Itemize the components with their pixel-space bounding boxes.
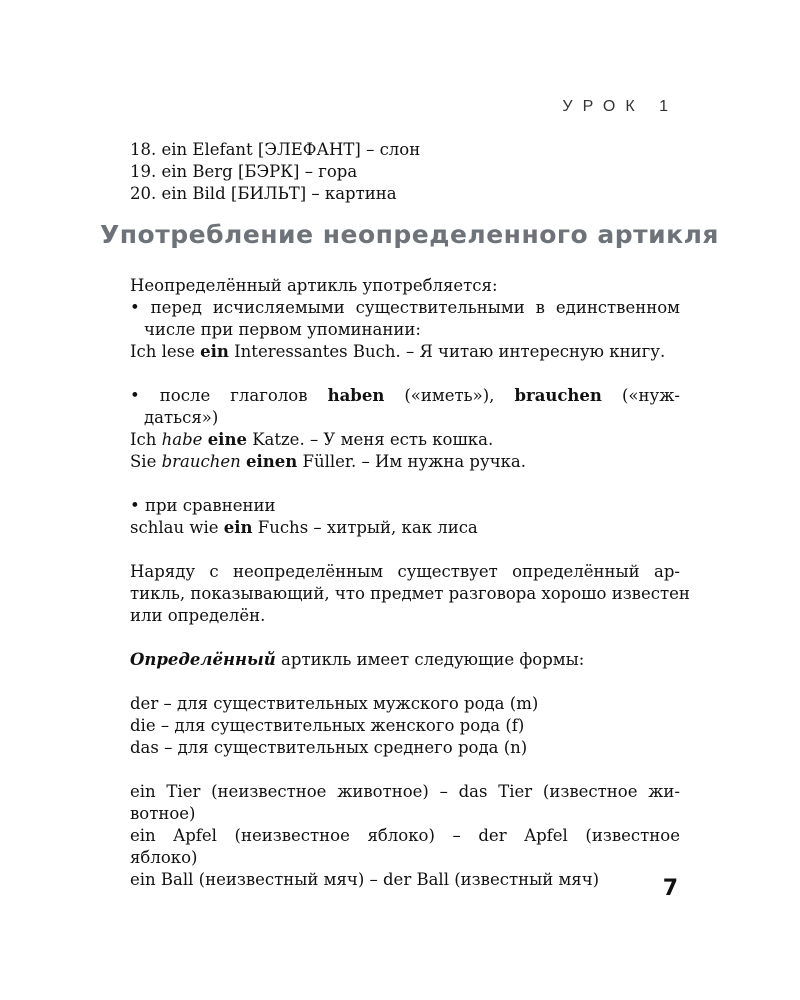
example-2-line2: яблоко) bbox=[130, 848, 198, 867]
example-1-line1: ein Tier (неизвестное животное) – das Tier (известное жи- bbox=[130, 782, 680, 801]
bullet-3-line1: • при сравнении bbox=[130, 496, 276, 515]
bullet-1-example: Ich lese ein Interessantes Buch. – Я читаю интересную книгу. bbox=[130, 342, 666, 361]
bullet-2-line2: даться») bbox=[144, 408, 219, 427]
bullet-2-line1: • после глаголов haben («иметь»), brauchen («нуж- bbox=[130, 386, 680, 405]
paragraph-line-3: или определён. bbox=[130, 606, 266, 625]
vocab-item: 19. ein Berg [БЭРК] – гора bbox=[130, 162, 358, 181]
bullet-3-example: schlau wie ein Fuchs – хитрый, как лиса bbox=[130, 518, 478, 537]
bullet-1-line1: • перед исчисляемыми существительными в единственном bbox=[130, 298, 680, 317]
section-title: Употребление неопределенного артикля bbox=[100, 220, 719, 249]
article-form: die – для существительных женского рода (f) bbox=[130, 716, 525, 735]
bullet-2-example-2: Sie brauchen einen Füller. – Им нужна ручка. bbox=[130, 452, 527, 471]
paragraph-line-2: тикль, показывающий, что предмет разговора хорошо известен bbox=[130, 584, 690, 603]
example-2-line1: ein Apfel (неизвестное яблоко) – der Apfel (известное bbox=[130, 826, 680, 845]
running-header: УРОК 1 bbox=[562, 98, 678, 115]
vocab-item: 20. ein Bild [БИЛЬТ] – картина bbox=[130, 184, 397, 203]
definite-article-intro: Определённый артикль имеет следующие формы: bbox=[130, 650, 585, 669]
bullet-2-example-1: Ich habe eine Katze. – У меня есть кошка. bbox=[130, 430, 494, 449]
vocab-item: 18. ein Elefant [ЭЛЕФАНТ] – слон bbox=[130, 140, 421, 159]
article-form: das – для существительных среднего рода (n) bbox=[130, 738, 528, 757]
bullet-1-line2: числе при первом упоминании: bbox=[144, 320, 421, 339]
vocab-list bbox=[130, 139, 680, 205]
example-1-line2: вотное) bbox=[130, 804, 196, 823]
article-form: der – для существительных мужского рода (m) bbox=[130, 694, 539, 713]
example-3: ein Ball (неизвестный мяч) – der Ball (известный мяч) bbox=[130, 870, 600, 889]
page-number: 7 bbox=[662, 876, 678, 901]
paragraph-line-1: Наряду с неопределённым существует определённый ар- bbox=[130, 562, 680, 581]
page-body bbox=[100, 139, 719, 891]
intro-text: Неопределённый артикль употребляется: bbox=[130, 276, 498, 295]
